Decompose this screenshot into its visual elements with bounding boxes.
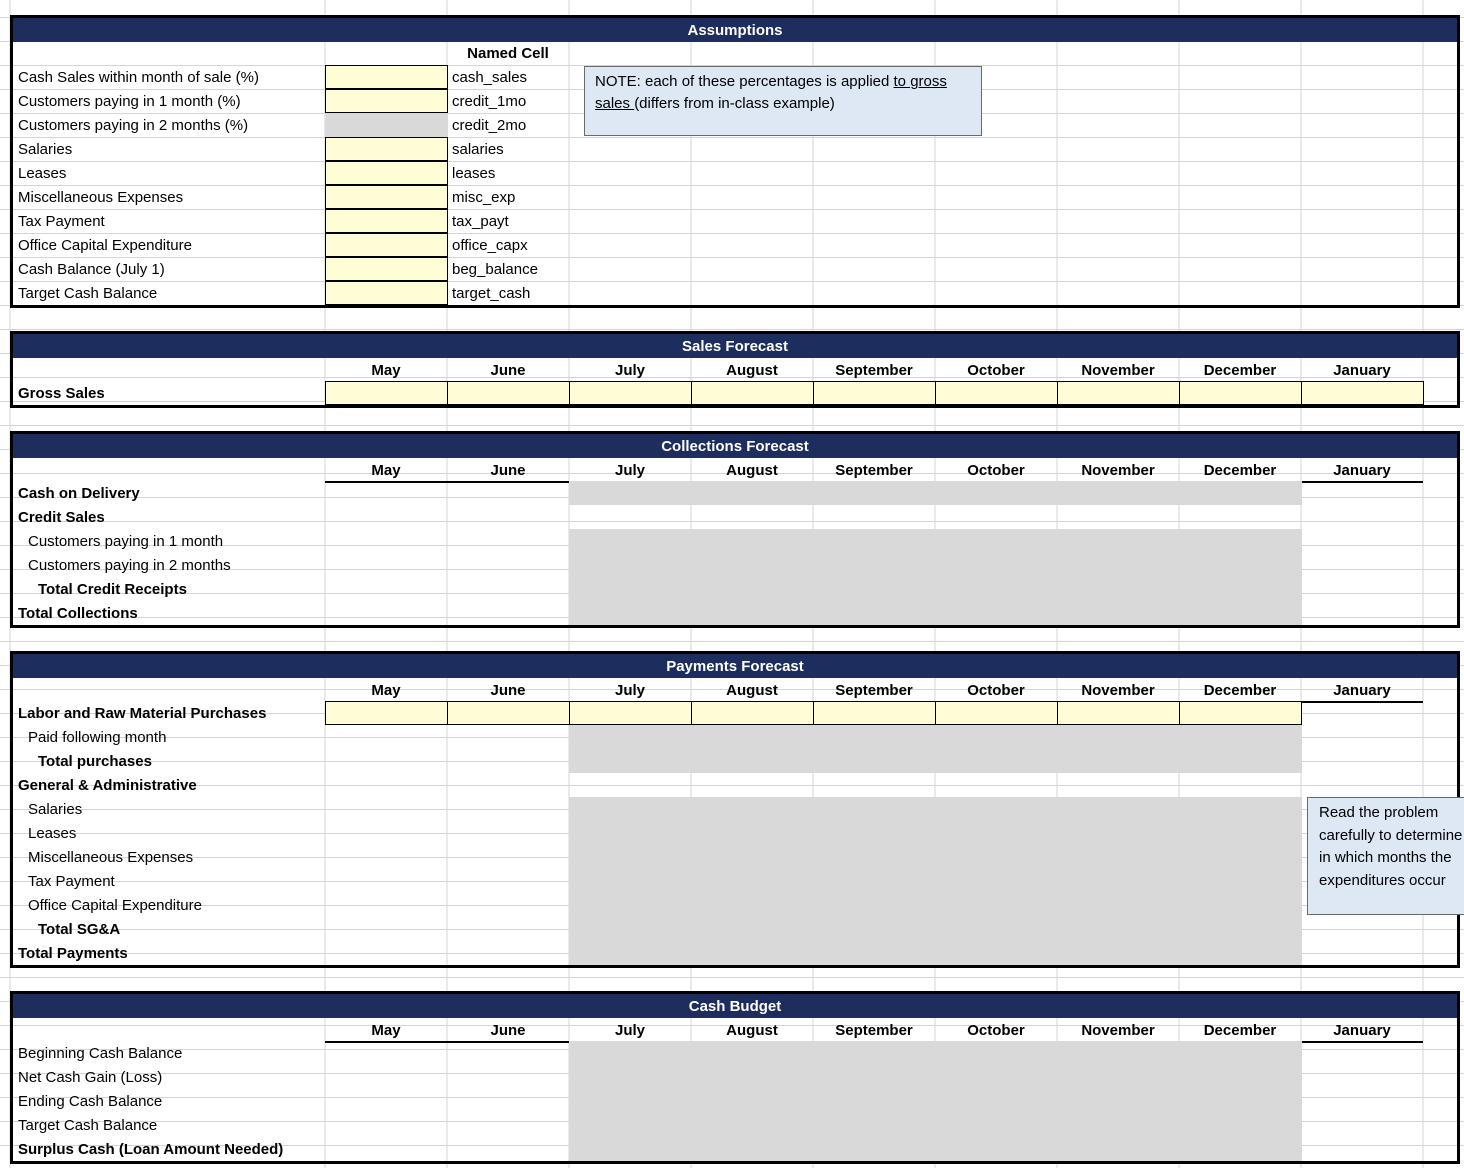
- month-header-october: October: [967, 1022, 1025, 1039]
- assumptions-header: Assumptions: [13, 18, 1457, 42]
- input-office-capx[interactable]: [325, 233, 448, 257]
- assumption-label-target-cash: Target Cash Balance: [18, 285, 158, 302]
- cash-on-delivery-label: Cash on Delivery: [18, 485, 140, 502]
- input-misc-exp[interactable]: [325, 185, 448, 209]
- month-header-november: November: [1081, 682, 1155, 699]
- month-header-september: September: [835, 462, 913, 479]
- note-text-prefix: NOTE: each of these percentages is applied: [595, 73, 894, 90]
- total-sga-label: Total SG&A: [38, 921, 121, 938]
- gross-sales-input-may[interactable]: [325, 381, 448, 405]
- month-header-october: October: [967, 462, 1025, 479]
- labor-purchases-input-july[interactable]: [569, 701, 692, 725]
- month-header-august: August: [726, 462, 778, 479]
- input-leases[interactable]: [325, 161, 448, 185]
- gross-sales-input-june[interactable]: [447, 381, 570, 405]
- month-header-december: December: [1203, 462, 1277, 479]
- total-payments-label: Total Payments: [18, 945, 128, 962]
- month-header-october: October: [967, 682, 1025, 699]
- month-header-september: September: [835, 682, 913, 699]
- customers-2months-label: Customers paying in 2 months: [28, 557, 231, 574]
- month-header-may: May: [371, 682, 401, 699]
- month-header-january: January: [1333, 1022, 1391, 1039]
- collections-gray-block: [569, 529, 1302, 625]
- payments-capx-label: Office Capital Expenditure: [28, 897, 202, 914]
- month-header-may: May: [371, 362, 401, 379]
- input-salaries[interactable]: [325, 137, 448, 161]
- month-header-january: January: [1333, 682, 1391, 699]
- gross-sales-input-september[interactable]: [813, 381, 936, 405]
- gross-sales-input-december[interactable]: [1179, 381, 1302, 405]
- payments-tax-label: Tax Payment: [28, 873, 115, 890]
- assumption-label-misc: Miscellaneous Expenses: [18, 189, 184, 206]
- month-header-december: December: [1203, 362, 1277, 379]
- labor-raw-material-label: Labor and Raw Material Purchases: [18, 705, 267, 722]
- payments-forecast-header: Payments Forecast: [13, 654, 1457, 678]
- payments-note-text: Read the problem carefully to determine in which months the expenditures occur: [1319, 804, 1463, 889]
- note-text-underlined: to gross sales: [595, 73, 947, 112]
- labor-purchases-input-december[interactable]: [1179, 701, 1302, 725]
- general-admin-label: General & Administrative: [18, 777, 197, 794]
- credit-sales-label: Credit Sales: [18, 509, 105, 526]
- month-header-august: August: [726, 362, 778, 379]
- payments-leases-label: Leases: [28, 825, 77, 842]
- gross-sales-input-july[interactable]: [569, 381, 692, 405]
- named-cell-salaries: salaries: [452, 141, 504, 158]
- named-cell-leases: leases: [452, 165, 496, 182]
- gross-sales-label: Gross Sales: [18, 385, 105, 402]
- labor-purchases-input-september[interactable]: [813, 701, 936, 725]
- month-header-may: May: [371, 462, 401, 479]
- paid-following-month-label: Paid following month: [28, 729, 167, 746]
- beginning-cash-label: Beginning Cash Balance: [18, 1045, 183, 1062]
- cash-budget-gray-block: [569, 1041, 1302, 1161]
- named-cell-target-cash: target_cash: [452, 285, 531, 302]
- input-credit-1mo[interactable]: [325, 89, 448, 113]
- total-credit-receipts-label: Total Credit Receipts: [38, 581, 187, 598]
- input-beg-balance[interactable]: [325, 257, 448, 281]
- total-purchases-label: Total purchases: [38, 753, 152, 770]
- customers-1month-label: Customers paying in 1 month: [28, 533, 224, 550]
- input-target-cash[interactable]: [325, 281, 448, 305]
- month-header-july: July: [614, 1022, 645, 1039]
- labor-purchases-input-november[interactable]: [1057, 701, 1180, 725]
- month-header-january: January: [1333, 362, 1391, 379]
- assumption-label-salaries: Salaries: [18, 141, 73, 158]
- month-header-january: January: [1333, 462, 1391, 479]
- month-header-may: May: [371, 1022, 401, 1039]
- sales-forecast-header: Sales Forecast: [13, 334, 1457, 358]
- payments-misc-label: Miscellaneous Expenses: [28, 849, 194, 866]
- named-cell-header: Named Cell: [467, 45, 549, 62]
- month-header-june: June: [490, 1022, 526, 1039]
- month-header-august: August: [726, 1022, 778, 1039]
- input-tax-payt[interactable]: [325, 209, 448, 233]
- named-cell-tax-payt: tax_payt: [452, 213, 509, 230]
- named-cell-beg-balance: beg_balance: [452, 261, 538, 278]
- net-cash-gain-label: Net Cash Gain (Loss): [18, 1069, 163, 1086]
- month-header-september: September: [835, 362, 913, 379]
- collections-gray-row-cod: [569, 481, 1302, 505]
- month-header-july: July: [614, 362, 645, 379]
- assumption-label-tax: Tax Payment: [18, 213, 105, 230]
- note-text-suffix: (differs from in-class example): [634, 95, 835, 112]
- month-header-november: November: [1081, 1022, 1155, 1039]
- assumption-label-credit-2mo: Customers paying in 2 months (%): [18, 117, 249, 134]
- month-header-october: October: [967, 362, 1025, 379]
- assumption-label-credit-1mo: Customers paying in 1 month (%): [18, 93, 241, 110]
- gross-sales-input-october[interactable]: [935, 381, 1058, 405]
- ending-cash-label: Ending Cash Balance: [18, 1093, 163, 1110]
- labor-purchases-input-may[interactable]: [325, 701, 448, 725]
- input-cash-sales[interactable]: [325, 65, 448, 89]
- total-collections-label: Total Collections: [18, 605, 138, 622]
- named-cell-misc-exp: misc_exp: [452, 189, 516, 206]
- gross-sales-input-august[interactable]: [691, 381, 814, 405]
- gross-sales-input-november[interactable]: [1057, 381, 1180, 405]
- month-header-december: December: [1203, 682, 1277, 699]
- month-header-june: June: [490, 682, 526, 699]
- assumption-label-leases: Leases: [18, 165, 67, 182]
- payments-gray-purchases: [569, 725, 1302, 773]
- assumptions-note[interactable]: [584, 66, 982, 136]
- named-cell-credit-1mo: credit_1mo: [452, 93, 527, 110]
- assumption-label-beg-balance: Cash Balance (July 1): [18, 261, 165, 278]
- cash-budget-header: Cash Budget: [13, 994, 1457, 1018]
- labor-purchases-input-october[interactable]: [935, 701, 1058, 725]
- month-header-november: November: [1081, 462, 1155, 479]
- month-header-august: August: [726, 682, 778, 699]
- assumption-label-capx: Office Capital Expenditure: [18, 237, 192, 254]
- input-credit-2mo[interactable]: [325, 113, 448, 137]
- month-header-july: July: [614, 462, 645, 479]
- labor-purchases-input-june[interactable]: [447, 701, 570, 725]
- month-header-september: September: [835, 1022, 913, 1039]
- month-header-july: July: [614, 682, 645, 699]
- payments-note[interactable]: [1307, 797, 1464, 915]
- gross-sales-input-january[interactable]: [1301, 381, 1424, 405]
- month-header-june: June: [490, 362, 526, 379]
- month-header-december: December: [1203, 1022, 1277, 1039]
- collections-forecast-header: Collections Forecast: [13, 434, 1457, 458]
- assumptions-section: [10, 15, 1460, 308]
- named-cell-cash-sales: cash_sales: [452, 69, 528, 86]
- surplus-cash-label: Surplus Cash (Loan Amount Needed): [18, 1141, 284, 1158]
- month-header-november: November: [1081, 362, 1155, 379]
- target-cash-label: Target Cash Balance: [18, 1117, 158, 1134]
- payments-gray-sga: [569, 797, 1302, 965]
- month-header-june: June: [490, 462, 526, 479]
- assumption-label-cash-sales: Cash Sales within month of sale (%): [18, 69, 259, 86]
- payments-salaries-label: Salaries: [28, 801, 83, 818]
- named-cell-office-capx: office_capx: [452, 237, 528, 254]
- named-cell-credit-2mo: credit_2mo: [452, 117, 527, 134]
- labor-purchases-input-august[interactable]: [691, 701, 814, 725]
